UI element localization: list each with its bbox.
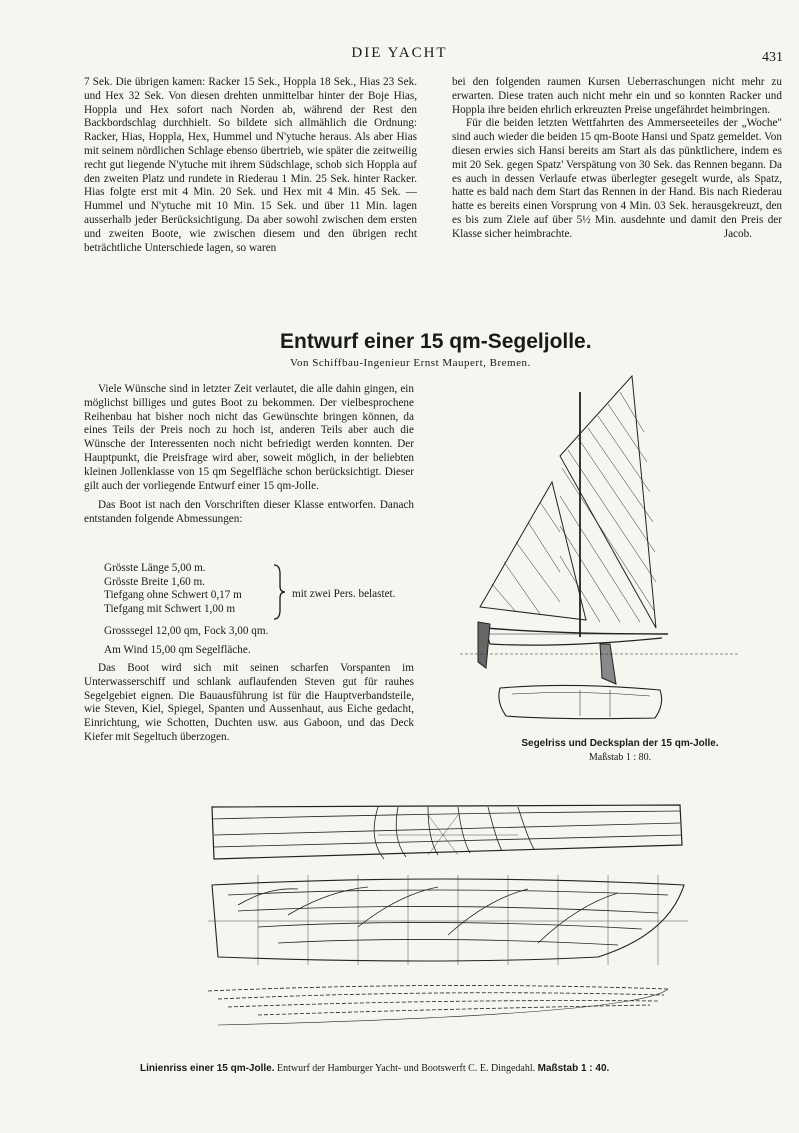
- article-title: Entwurf einer 15 qm-Segeljolle.: [280, 330, 592, 353]
- paragraph: Für die beiden letzten Wettfahrten des Ammerseeteiles der „Woche" sind auch wieder die beiden 15 qm-Boote Hansi und Spatz gemeldet. Von diesen erwies sich Hansi bereits am Start als das pünktlichere, indem es mit 20 Sek. gegen Spatz' Verspätung von 30 Sek. das Rennen begann. Da es auch in dessen Verlaufe etwas überlegter gesegelt wurde, als Spatz, hatte es bald nach dem Start das Rennen in der Hand. Bis nach Riederau hatte es bereits einen Vorsprung von 4 Min. 03 Sek. herausgekreuzt, den es bis zum Ziele auf über 5½ Min. ausdehnte und damit den Preis der Klasse sicher heimbrachte.: [452, 117, 782, 240]
- article-byline: Von Schiffbau-Ingenieur Ernst Maupert, Bremen.: [290, 357, 531, 369]
- dimensions-list: [104, 562, 242, 616]
- brace-note: mit zwei Pers. belastet.: [292, 588, 396, 600]
- figure2-scale: Maßstab 1 : 40.: [537, 1063, 610, 1074]
- page-number: 431: [762, 50, 783, 65]
- signature: Jacob.: [723, 227, 752, 240]
- article-body: [84, 662, 414, 745]
- dimension-row: Tiefgang ohne Schwert 0,17 m: [104, 589, 242, 601]
- top-right-column: [452, 76, 782, 242]
- brace-icon: [272, 564, 286, 620]
- dimension-row: Grösste Länge 5,00 m.: [104, 562, 206, 574]
- paragraph: Das Boot wird sich mit seinen scharfen Vorspanten im Unterwasserschiff und schlank auflaufenden Steven gut für rauhes Segelgebiet eignen. Die Bauausführung ist für die Hauptverbandsteile, wie Steven, Kiel, Spiegel, Spanten und Aussenhaut, aus Eiche gedacht, Einrichtung, wie Schotten, Duchten usw. aus Gaboon, und das Deck Kiefer mit Segeltuch überzogen.: [84, 662, 414, 743]
- figure1-caption: Segelriss und Decksplan der 15 qm-Jolle.: [521, 738, 719, 749]
- paragraph: bei den folgenden raumen Kursen Ueberraschungen nicht mehr zu erwarten. Diese traten auch nicht mehr ein und so konnten Racker und Hoppla ihre beiden ehrlich erkreuzten Preise ungefährdet heimbringen.: [452, 76, 782, 116]
- dimension-row: Tiefgang mit Schwert 1,00 m: [104, 602, 236, 615]
- running-header: DIE YACHT: [351, 45, 448, 61]
- wind-area: Am Wind 15,00 qm Segelfläche.: [104, 644, 251, 656]
- figure2-caption-title: Linienriss einer 15 qm-Jolle.: [140, 1063, 275, 1074]
- figure2-caption: [140, 1063, 700, 1074]
- top-left-column: [84, 76, 417, 255]
- paragraph: Das Boot ist nach den Vorschriften dieser Klasse entworfen. Danach entstanden folgende Abmessungen:: [84, 499, 414, 526]
- lines-plan-drawing: [198, 795, 698, 1035]
- sail-plan-drawing: [440, 372, 760, 732]
- paragraph: 7 Sek. Die übrigen kamen: Racker 15 Sek., Hoppla 18 Sek., Hias 23 Sek. und Hex 32 Sek. Von diesen drehten unmittelbar hinter der Boje Hias, Hoppla und Hex sofort nach Norden ab, während der Rest den Backbordschlag durchhielt. So bildete sich allmählich die Ordnung: Racker, Hias, Hoppla, Hex, Hummel und N'ytuche heraus. Als aber Hias mit seinem nördlichen Schlage ebenso übertrieb, wie später die zeitweilig recht gut liegende N'ytuche mit ihrem Südschlage, schob sich Hoppla auf den zweiten Platz und rundete in Riederau 1 Min. 25 Sek. hinter Racker. Hias folgte erst mit 4 Min. 20 Sek. und Hex mit 4 Min. 45 Sek. — Hummel und N'ytuche mit 10 Min. 15 Sek. und über 11 Min. lagen ausserhalb jeder Berücksichtigung. Da aber sowohl zwischen dem ersten und zweiten Boote, wie zwischen diesem und den übrigen recht beträchtliche Unterschiede lagen, so waren: [84, 76, 417, 254]
- article-intro: [84, 383, 414, 527]
- figure2-caption-text: Entwurf der Hamburger Yacht- und Bootswerft C. E. Dingedahl.: [277, 1063, 536, 1074]
- dimension-row: Grösste Breite 1,60 m.: [104, 575, 205, 588]
- figure1-scale: Maßstab 1 : 80.: [588, 752, 652, 763]
- paragraph: Viele Wünsche sind in letzter Zeit verlautet, die alle dahin gingen, ein möglichst billiges und gutes Boot zu bekommen. Der vielbesprochene Reihenbau hat bisher noch nicht das Gewünschte bringen können, da eines Teils der Preis noch zu hoch ist, anderen Teils aber auch die Wünsche der Interessenten noch nicht befriedigt werden konnten. Der Hauptpunkt, die Preisfrage wird aber, soweit möglich, in der beliebten kleinen Jollenklasse von 15 qm Segelfläche schon berücksichtigt. Dieser gilt auch der vorliegende Entwurf einer 15 qm-Jolle.: [84, 383, 414, 492]
- sail-area: Grosssegel 12,00 qm, Fock 3,00 qm.: [104, 625, 269, 637]
